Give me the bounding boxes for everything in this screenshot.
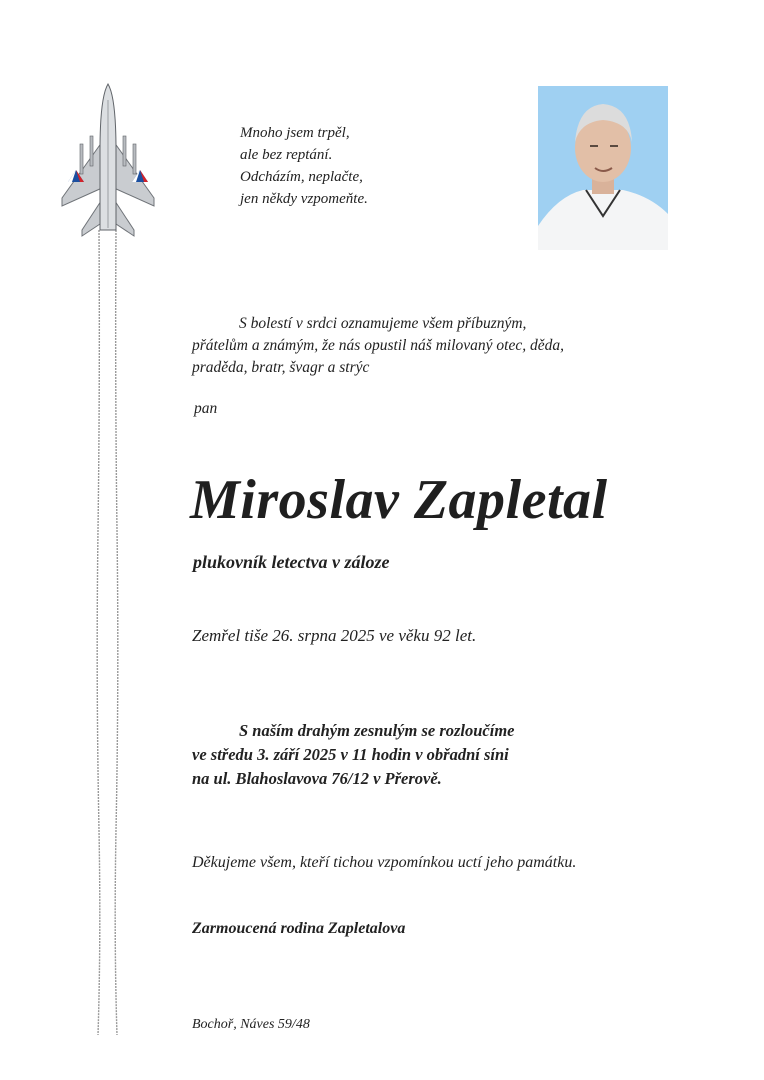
poem-line: ale bez reptání.: [240, 147, 333, 163]
portrait-photo: [538, 86, 668, 250]
poem: [240, 122, 368, 210]
funeral-line: ve středu 3. září 2025 v 11 hodin v obřadní síni: [192, 745, 509, 764]
salutation: pan: [194, 400, 218, 417]
jet-fighter-icon: [58, 80, 158, 1040]
poem-line: Mnoho jsem trpěl,: [240, 125, 350, 141]
announcement-line: přátelům a známým, že nás opustil náš milovaný otec, děda,: [192, 337, 564, 354]
announcement-line: S bolestí v srdci oznamujeme všem příbuzným,: [239, 315, 527, 332]
poem-line: jen někdy vzpomeňte.: [240, 191, 368, 207]
announcement: [192, 313, 564, 379]
funeral-line: S naším drahým zesnulým se rozloučíme: [239, 721, 515, 740]
thanks-text: Děkujeme všem, kteří tichou vzpomínkou uctí jeho památku.: [192, 854, 577, 871]
poem-line: Odcházím, neplačte,: [240, 169, 363, 185]
death-notice: Zemřel tiše 26. srpna 2025 ve věku 92 let.: [192, 626, 477, 645]
funeral-line: na ul. Blahoslavova 76/12 v Přerově.: [192, 769, 442, 788]
family-signature: Zarmoucená rodina Zapletalova: [192, 920, 406, 937]
deceased-name: Miroslav Zapletal: [190, 469, 608, 531]
announcement-line: praděda, bratr, švagr a strýc: [192, 359, 370, 376]
address: Bochoř, Náves 59/48: [192, 1017, 310, 1032]
deceased-rank: plukovník letectva v záloze: [193, 552, 390, 572]
funeral-info: [192, 719, 515, 791]
